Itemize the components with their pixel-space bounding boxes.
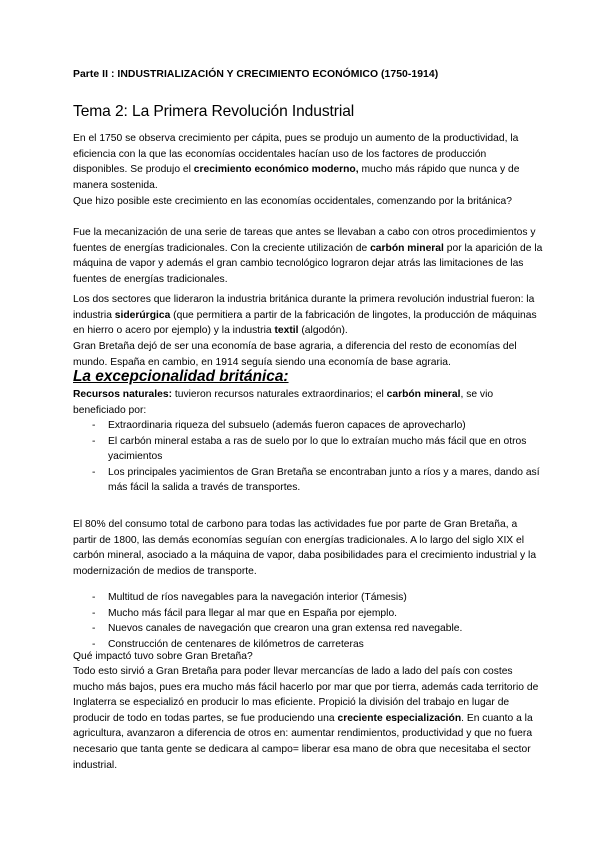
paragraph-impact: Todo esto sirvió a Gran Bretaña para poder llevar mercancías de lado a lado del país con costes mucho más bajos, pues era mucho más fácil hacerlo por mar que por tierra, además cada territorio de Inglaterra se especializó en producir lo mas eficiente. Propició la división del trabajo en lugar de producir de todo en todas partes, se fue produciendo una creciente especialización. En cuanto a la agricultura, avanzaron a diferencia de otros en: aumentar rendimientos, productividad y que no fuera necesario que tanta gente se dedicara al campo= liberar esa mano de obra que necesitaba el sector industrial. (73, 666, 539, 771)
bold-term: siderúrgica (114, 309, 171, 321)
part-header: Parte II : INDUSTRIALIZACIÓN Y CRECIMIENTO ECONÓMICO (1750-1914) (73, 69, 439, 80)
paragraph-coal-consumption: El 80% del consumo total de carbono para todas las actividades fue por parte de Gran Bretaña, a partir de 1800, las demás economías seguían con energías tradicionales. A lo largo del siglo XIX el carbón mineral, asociado a la máquina de vapor, daba posibilidades para el crecimiento industrial y la modernización de medios de transporte. (73, 519, 537, 577)
bold-term: textil (274, 325, 299, 337)
list-item: - Extraordinaria riqueza del subsuelo (además fueron capaces de aprovecharlo) (92, 420, 466, 431)
bold-term: crecimiento económico moderno, (193, 164, 359, 176)
list-item: - Nuevos canales de navegación que crearon una gran extensa red navegable. (92, 623, 463, 635)
question-impact: Qué impactó tuvo sobre Gran Bretaña? (73, 651, 253, 662)
paragraph-mechanization: Fue la mecanización de una serie de tareas que antes se llevaban a cabo con otros procedimientos y fuentes de energías tradicionales. Con la creciente utilización de carbón mineral por la aparición de la máquina de vapor y además el gran cambio tecnológico lograron dejar atrás las limitaciones de las fuentes de energías tradicionales. (73, 227, 543, 285)
paragraph-sectors: Los dos sectores que lideraron la industria británica durante la primera revolución industrial fueron: la industria siderúrgica (que permitiera a partir de la fabricación de lingotes, la producción de máquinas en hierro o acero por ejemplo) y la industria textil (algodón). (73, 294, 537, 337)
resources-list (73, 418, 543, 496)
page-title: Tema 2: La Primera Revolución Industrial (73, 103, 355, 120)
list-item: - Construcción de centenares de kilómetros de carreteras (92, 638, 364, 650)
list-item: - Mucho más fácil para llegar al mar que en España por ejemplo. (92, 607, 398, 619)
list-item: - El carbón mineral estaba a ras de suelo por lo que lo extraían mucho más fácil que en otros yacimientos (92, 435, 527, 463)
bold-term: Recursos naturales: (73, 389, 173, 400)
bold-term: carbón mineral (386, 389, 461, 400)
list-item: - Multitud de ríos navegables para la navegación interior (Támesis) (92, 592, 407, 603)
section-heading: La excepcionalidad británica: (73, 368, 289, 385)
transport-list (73, 590, 543, 652)
paragraph-growth: En el 1750 se observa crecimiento per cápita, pues se produjo un aumento de la productividad, la eficiencia con la que las economías occidentales hacían uso de los factores de producción disponibles. Se produjo el crecimiento económico moderno, mucho más rápido que nunca y de manera sostenida. (73, 133, 520, 191)
paragraph-agrarian: Gran Bretaña dejó de ser una economía de base agraria, a diferencia del resto de economías del mundo. España en cambio, en 1914 seguía siendo una economía de base agraria. (73, 341, 517, 368)
bold-term: carbón mineral (370, 242, 444, 254)
list-item: - Los principales yacimientos de Gran Bretaña se encontraban junto a ríos y a mares, dando así más fácil la salida a través de transportes. (92, 466, 540, 494)
question-growth: Que hizo posible este crecimiento en las economías occidentales, comenzando por la británica? (73, 196, 513, 207)
bold-term: creciente especialización (337, 712, 462, 724)
paragraph-natural-resources: Recursos naturales: tuvieron recursos naturales extraordinarios; el carbón mineral, se vio beneficiado por: (73, 389, 494, 416)
